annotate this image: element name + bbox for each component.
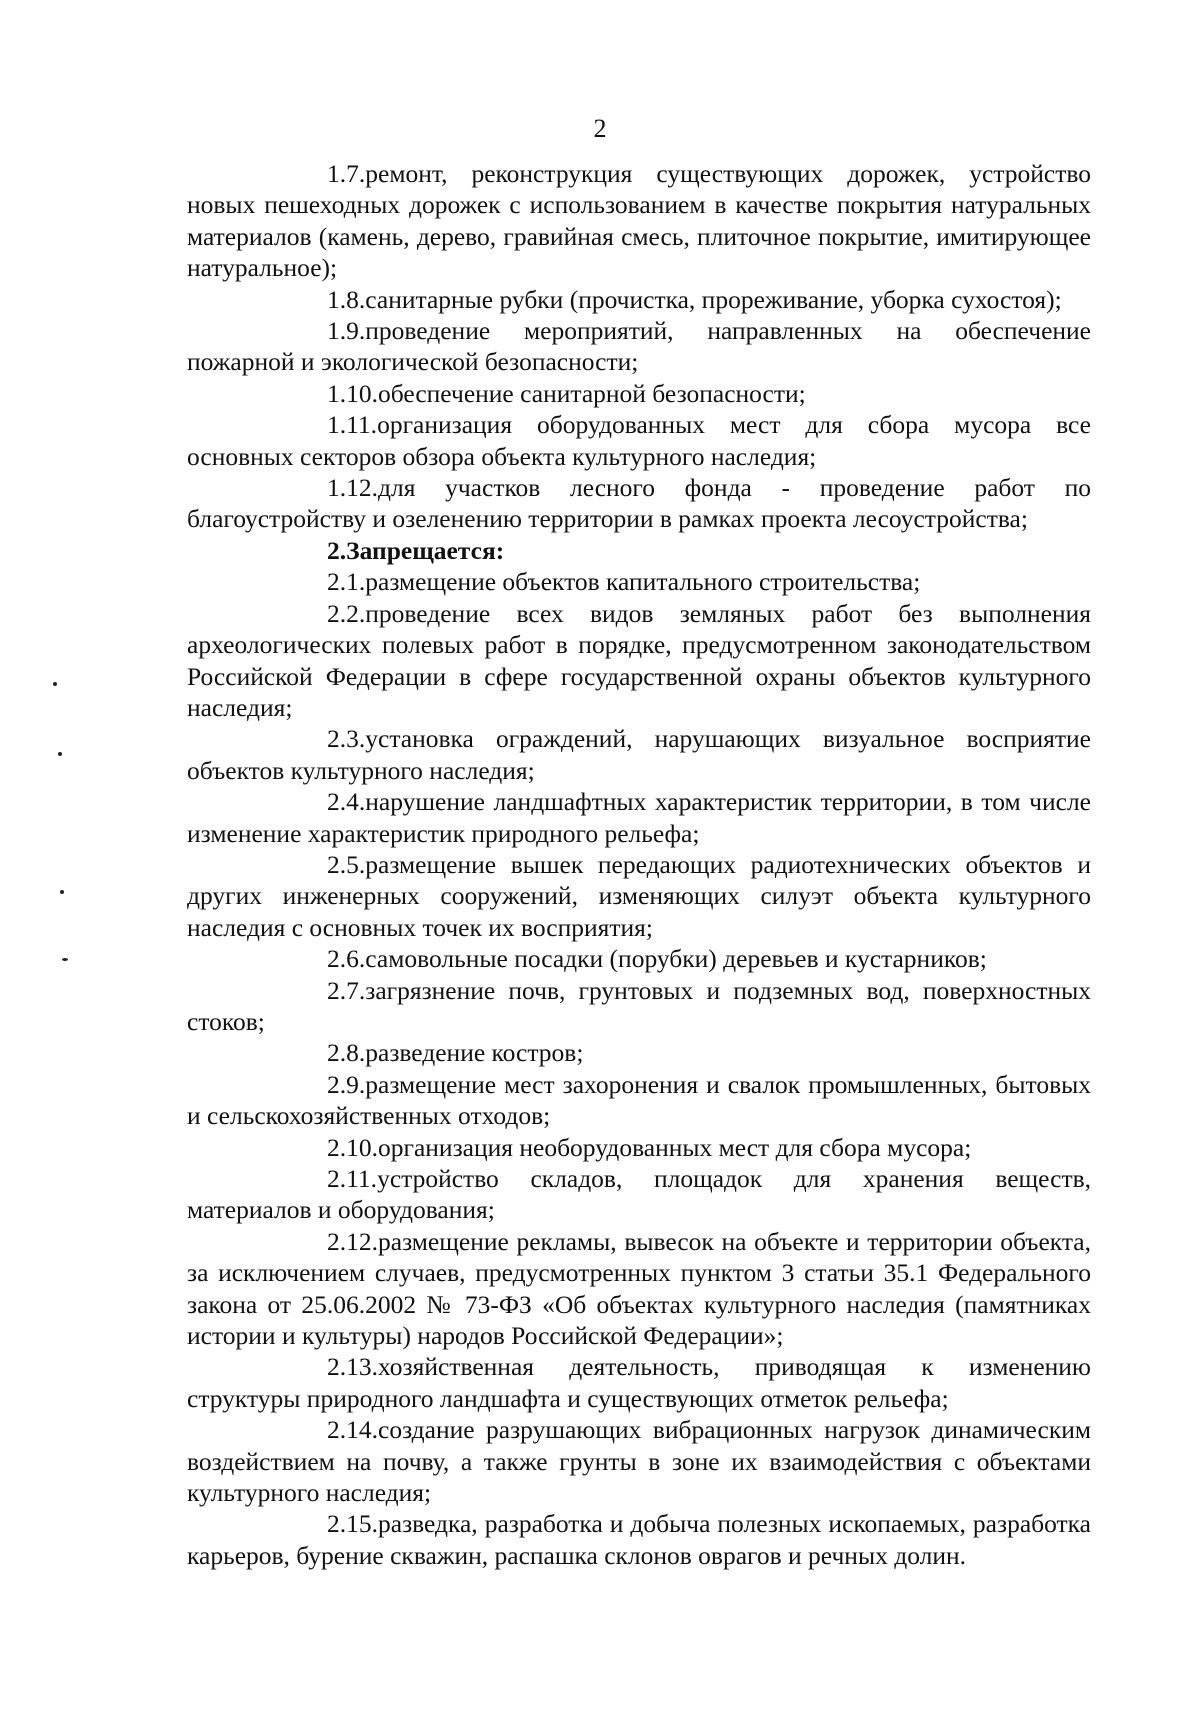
item-number: 2.12. xyxy=(327,1226,378,1256)
list-item xyxy=(187,598,1091,724)
item-number: 2.14. xyxy=(327,1415,378,1445)
item-number: 1.12. xyxy=(327,473,378,503)
item-number: 2.3. xyxy=(327,724,366,754)
list-item xyxy=(187,1069,1091,1132)
list-item xyxy=(187,1414,1091,1508)
list-item xyxy=(187,566,1091,597)
list-item xyxy=(187,1163,1091,1226)
list-item xyxy=(187,786,1091,849)
item-number: 2.15. xyxy=(327,1509,378,1539)
list-item xyxy=(187,1508,1091,1571)
page-number: 2 xyxy=(593,114,607,143)
list-item xyxy=(187,975,1091,1038)
scan-speck xyxy=(58,752,62,756)
item-number: 1.9. xyxy=(327,316,366,346)
item-number: 2.6. xyxy=(327,944,366,974)
item-text: загрязнение почв, грунтовых и подземных вод, поверхностных стоков; xyxy=(187,975,1091,1036)
item-text: ремонт, реконструкция существующих дорожек, устройство новых пешеходных дорожек с использованием в качестве покрытия натуральных материалов (камень, дерево, гравийная смесь, плиточное покрытие, имитирующее натуральное); xyxy=(187,159,1091,283)
item-text: размещение рекламы, вывесок на объекте и территории объекта, за исключением случаев, предусмотренных пунктом 3 статьи 35.1 Федерального закона от 25.06.2002 № 73-ФЗ «Об объектах культурного наследия (памятниках истории и культуры) народов Российской Федерации»; xyxy=(187,1226,1091,1351)
list-item xyxy=(187,158,1091,284)
item-text: организация необорудованных мест для сбора мусора; xyxy=(378,1132,972,1162)
section-number: 2. xyxy=(327,535,347,565)
list-item xyxy=(187,378,1091,409)
scan-speck xyxy=(53,682,57,686)
list-item xyxy=(187,849,1091,943)
item-number: 2.10. xyxy=(327,1132,378,1162)
item-number: 2.9. xyxy=(327,1069,366,1099)
item-text: организация оборудованных мест для сбора мусора все основных секторов обзора объекта культурного наследия; xyxy=(187,410,1091,471)
list-item xyxy=(187,723,1091,786)
item-text: санитарные рубки (прочистка, прореживание, уборка сухостоя); xyxy=(365,284,1062,314)
section-heading xyxy=(187,535,1091,566)
item-text: разведение костров; xyxy=(365,1038,584,1068)
item-text: нарушение ландшафтных характеристик территории, в том числе изменение характеристик природного рельефа; xyxy=(187,787,1091,848)
item-text: самовольные посадки (порубки) деревьев и кустарников; xyxy=(365,944,987,974)
item-text: для участков лесного фонда - проведение работ по благоустройству и озеленению территории в рамках проекта лесоустройства; xyxy=(187,473,1091,534)
item-number: 2.8. xyxy=(327,1038,366,1068)
list-item xyxy=(187,472,1091,535)
list-item xyxy=(187,943,1091,974)
item-text: устройство складов, площадок для хранения веществ, материалов и оборудования; xyxy=(187,1164,1091,1225)
item-number: 2.11. xyxy=(327,1164,378,1193)
document-body xyxy=(187,158,1091,1571)
item-number: 1.8. xyxy=(327,284,366,314)
item-text: обеспечение санитарной безопасности; xyxy=(378,378,806,408)
item-text: размещение объектов капитального строительства; xyxy=(365,567,921,597)
item-number: 2.7. xyxy=(327,975,366,1005)
item-text: размещение мест захоронения и свалок промышленных, бытовых и сельскохозяйственных отходов; xyxy=(187,1069,1091,1131)
item-number: 2.1. xyxy=(327,567,366,597)
list-item xyxy=(187,315,1091,378)
list-item xyxy=(187,1132,1091,1163)
list-item xyxy=(187,1351,1091,1414)
list-item xyxy=(187,409,1091,472)
item-text: создание разрушающих вибрационных нагрузок динамическим воздействием на почву, а также грунты в зоне их взаимодействия с объектами культурного наследия; xyxy=(187,1415,1091,1508)
item-text: разведка, разработка и добыча полезных ископаемых, разработка карьеров, бурение скважин, распашка склонов оврагов и речных долин. xyxy=(187,1509,1091,1570)
item-text: установка ограждений, нарушающих визуальное восприятие объектов культурного наследия; xyxy=(187,724,1091,785)
list-item xyxy=(187,284,1091,315)
item-number: 2.5. xyxy=(327,849,366,879)
item-number: 2.13. xyxy=(327,1352,378,1382)
section-title: Запрещается: xyxy=(346,535,505,565)
scan-speck xyxy=(60,890,64,894)
item-text: проведение всех видов земляных работ без выполнения археологических полевых работ в порядке, предусмотренном законодательством Российской Федерации в сфере государственной охраны объектов культурного наследия; xyxy=(187,598,1091,722)
item-text: проведение мероприятий, направленных на обеспечение пожарной и экологической безопасности; xyxy=(187,316,1091,377)
scan-speck xyxy=(62,958,68,961)
item-number: 2.4. xyxy=(327,787,366,817)
list-item xyxy=(187,1037,1091,1068)
item-number: 1.10. xyxy=(327,378,378,408)
item-text: размещение вышек передающих радиотехнических объектов и других инженерных сооружений, изменяющих силуэт объекта культурного наследия с основных точек их восприятия; xyxy=(187,849,1091,942)
item-number: 2.2. xyxy=(327,598,366,628)
list-item xyxy=(187,1226,1091,1352)
item-number: 1.7. xyxy=(327,159,366,188)
item-text: хозяйственная деятельность, приводящая к изменению структуры природного ландшафта и существующих отметок рельефа; xyxy=(187,1352,1091,1413)
item-number: 1.11. xyxy=(327,410,378,440)
